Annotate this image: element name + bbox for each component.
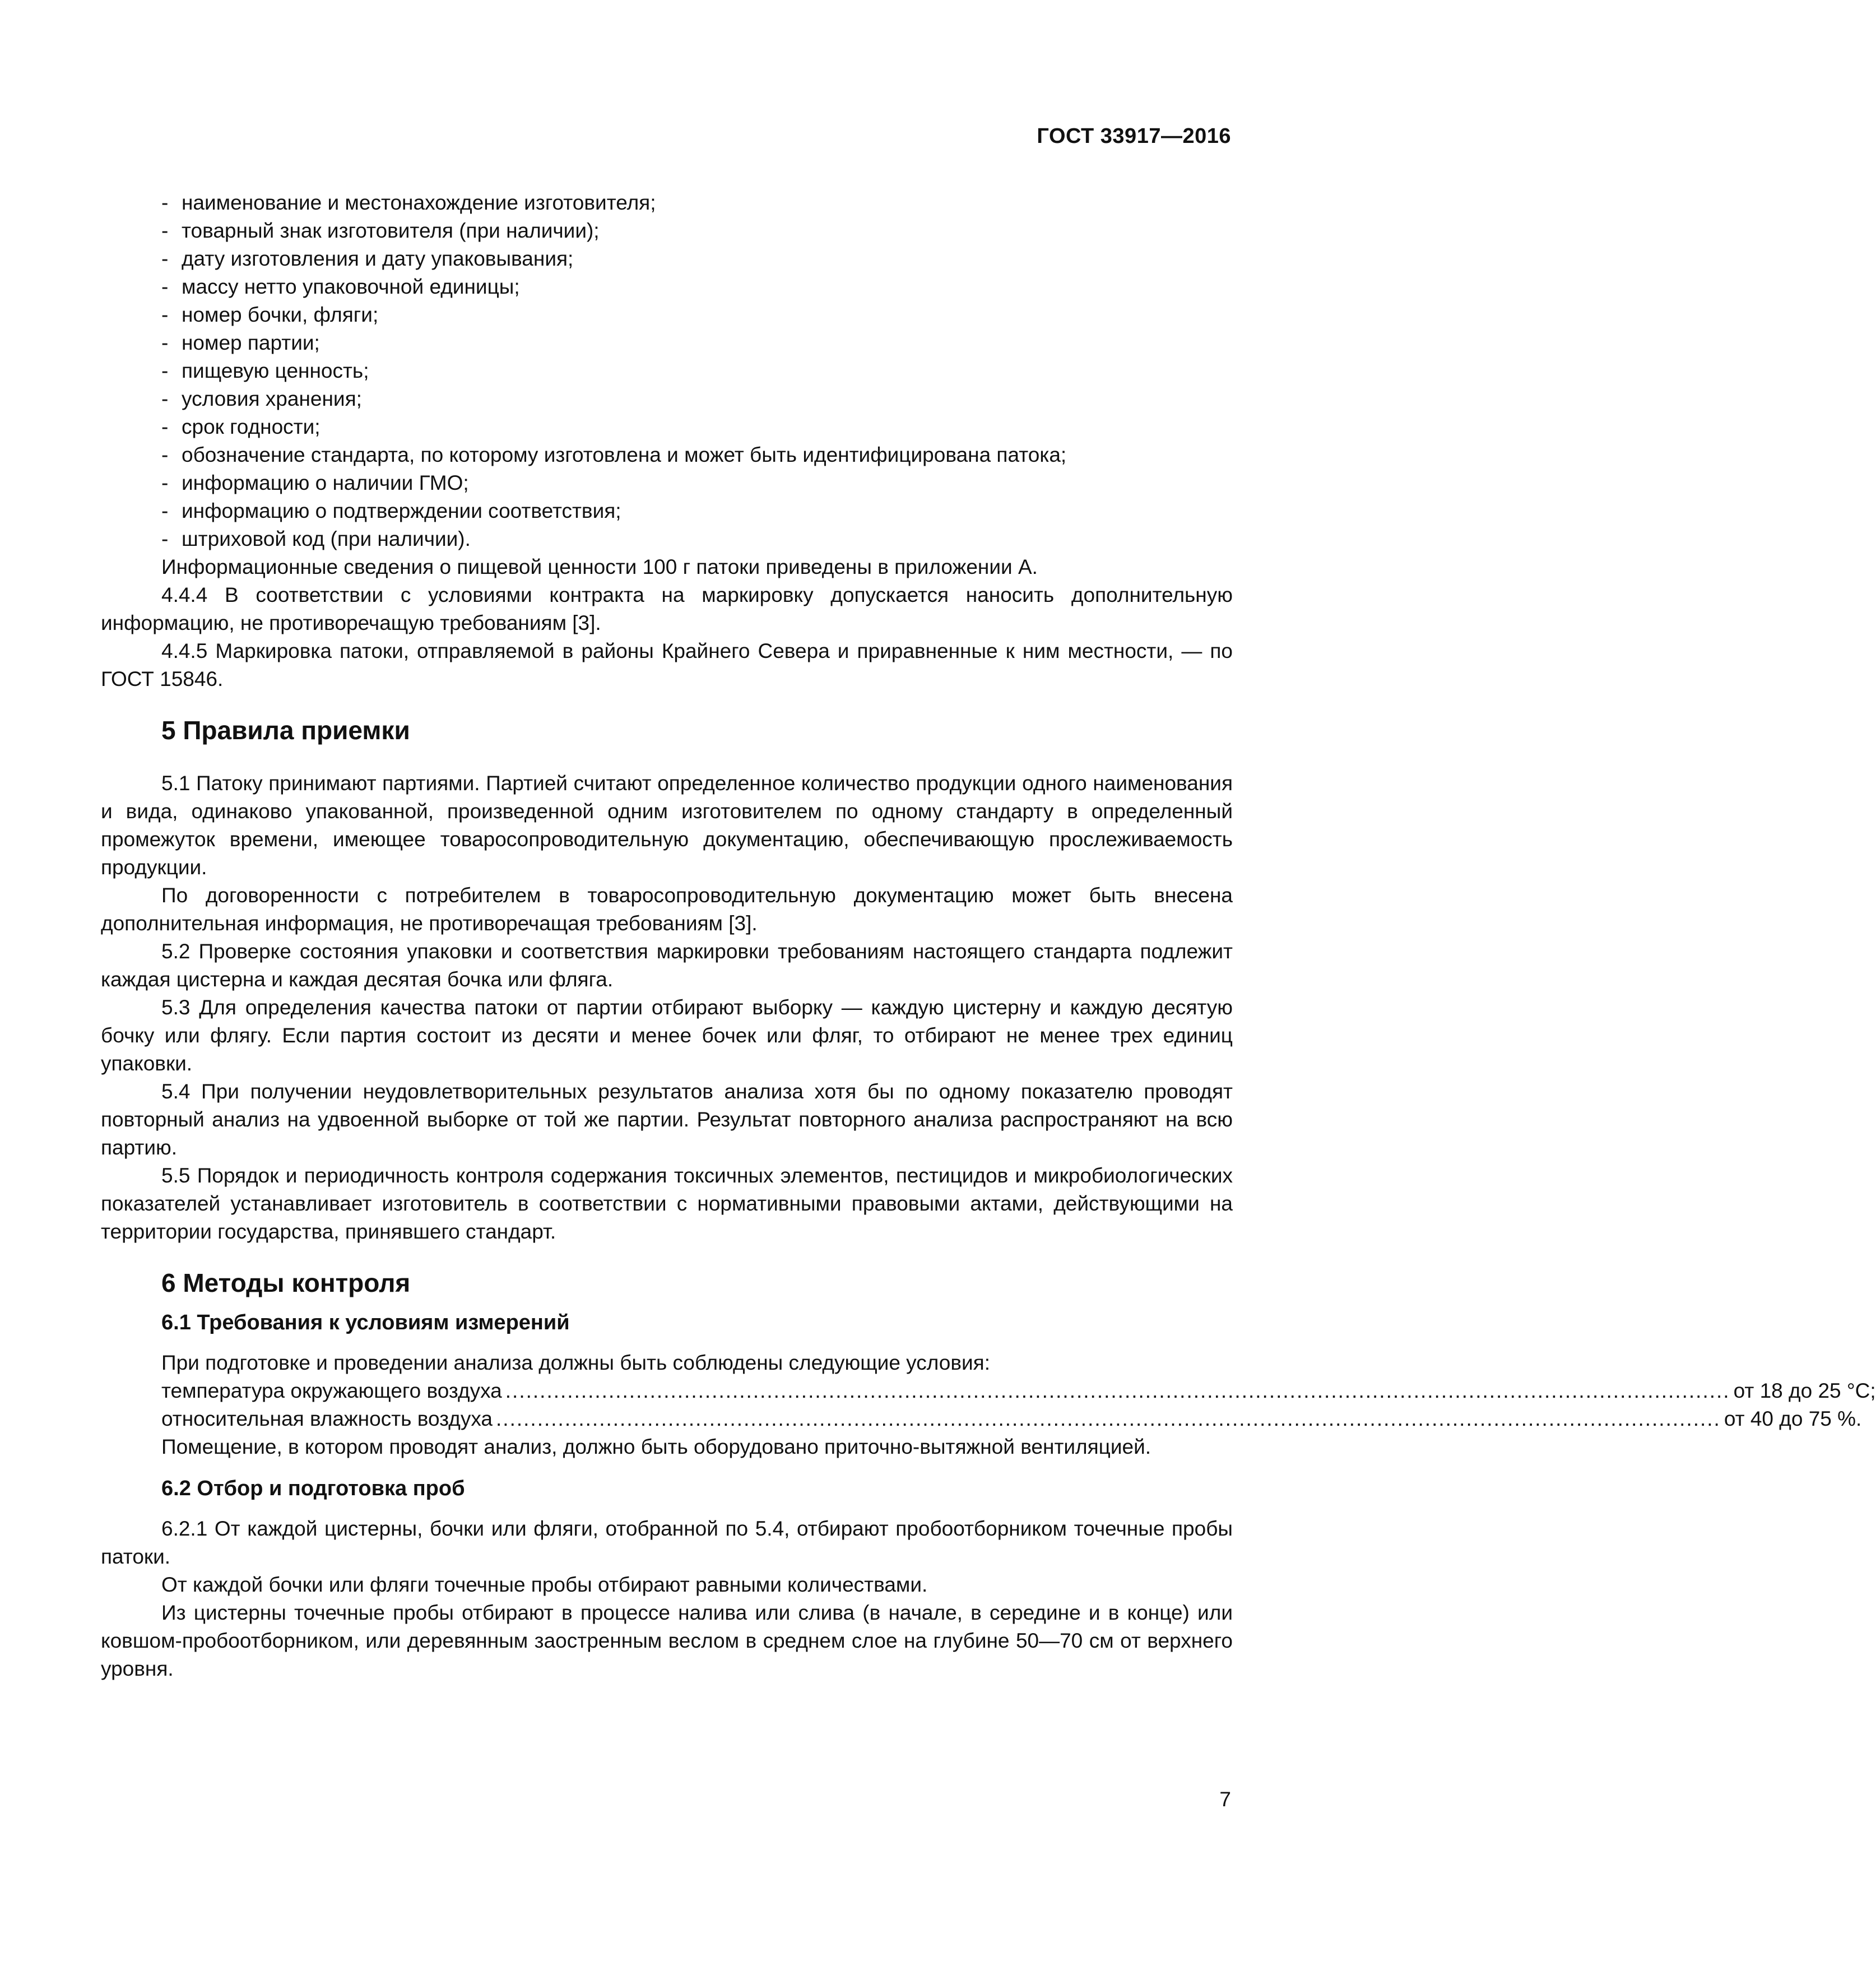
list-item: - массу нетто упаковочной единицы; [101,273,1233,301]
paragraph-4-4-4: 4.4.4 В соответствии с условиями контракта на маркировку допускается наносить дополнительную информацию, не противоречащую требованиям [3]. [101,583,1233,634]
list-item: - условия хранения; [101,385,1233,413]
list-item: - информацию о подтверждении соответствия; [101,497,1233,525]
list-dash: - [161,443,169,466]
condition-humidity [101,1405,1862,1433]
dot-leader: .................................................................................................................................................................................. [505,1379,1730,1402]
paragraph-4-4-5: 4.4.5 Маркировка патоки, отправляемой в районы Крайнего Севера и приравненные к ним местности, — по ГОСТ 15846. [101,639,1233,690]
paragraph-5-4: 5.4 При получении неудовлетворительных результатов анализа хотя бы по одному показателю проводят повторный анализ на удвоенной выборке от той же партии. Результат повторного анализа распространяют на всю партию. [101,1080,1233,1159]
condition-value: от 18 до 25 °С; [1733,1379,1876,1402]
marking-list [101,189,1233,553]
paragraph-5-3: 5.3 Для определения качества патоки от партии отбирают выборку — каждую цистерну и каждую десятую бочку или флягу. Если партия состоит из десяти и менее бочек или фляг, то отбирают не менее трех единиц упаковки. [101,996,1233,1075]
list-dash: - [161,303,169,326]
list-item: - наименование и местонахождение изготовителя; [101,189,1233,217]
section-5-heading: 5 Правила приемки [161,716,410,745]
list-item: - номер бочки, фляги; [101,301,1233,329]
standard-header: ГОСТ 33917—2016 [1037,124,1231,148]
paragraph-5-1: 5.1 Патоку принимают партиями. Партией считают определенное количество продукции одного наименования и вида, одинаково упакованной, произведенной одним изготовителем по одному стандарту в определенный промежуток времени, имеющее товаросопроводительную документацию, обеспечивающую прослеживаемость продукции. [101,772,1233,879]
paragraph-6-1-intro: При подготовке и проведении анализа должны быть соблюдены следующие условия: [161,1351,990,1374]
page-number: 7 [1219,1788,1231,1811]
list-dash: - [161,387,169,410]
list-dash: - [161,275,169,298]
list-item: - пищевую ценность; [101,357,1233,385]
list-item: - информацию о наличии ГМО; [101,469,1233,497]
dot-leader: .................................................................................................................................................................................. [496,1407,1721,1430]
subsection-6-2-heading: 6.2 Отбор и подготовка проб [161,1477,465,1500]
paragraph-nutrition-info: Информационные сведения о пищевой ценности 100 г патоки приведены в приложении А. [161,555,1038,578]
condition-label: относительная влажность воздуха [161,1407,493,1430]
list-item: - товарный знак изготовителя (при наличии); [101,217,1233,245]
condition-label: температура окружающего воздуха [161,1379,502,1402]
condition-value: от 40 до 75 %. [1724,1407,1862,1430]
list-dash: - [161,219,169,242]
paragraph-6-2-1: 6.2.1 От каждой цистерны, бочки или фляги, отобранной по 5.4, отбирают пробоотборником точечные пробы патоки. [101,1517,1233,1568]
list-dash: - [161,331,169,354]
paragraph-5-1-agreement: По договоренности с потребителем в товаросопроводительную документацию может быть внесена дополнительная информация, не противоречащая требованиям [3]. [101,884,1233,935]
paragraph-6-2-1-tanks: Из цистерны точечные пробы отбирают в процессе налива или слива (в начале, в середине и в конце) или ковшом-пробоотборником, или деревянным заостренным веслом в среднем слое на глубине 50—70 см от верхнего уровня. [101,1601,1233,1680]
list-dash: - [161,527,169,550]
list-dash: - [161,359,169,382]
section-6-heading: 6 Методы контроля [161,1268,411,1297]
list-dash: - [161,247,169,270]
subsection-6-1-heading: 6.1 Требования к условиям измерений [161,1311,570,1334]
list-item: - дату изготовления и дату упаковывания; [101,245,1233,273]
list-dash: - [161,191,169,214]
list-item: - обозначение стандарта, по которому изготовлена и может быть идентифицирована патока; [101,441,1233,469]
list-item: - срок годности; [101,413,1233,441]
list-item: - номер партии; [101,329,1233,357]
list-dash: - [161,499,169,522]
list-dash: - [161,471,169,494]
list-dash: - [161,415,169,438]
page-content [101,189,1876,1683]
paragraph-6-1-room: Помещение, в котором проводят анализ, должно быть оборудовано приточно-вытяжной вентиляцией. [161,1435,1151,1458]
paragraph-5-5: 5.5 Порядок и периодичность контроля содержания токсичных элементов, пестицидов и микробиологических показателей устанавливает изготовитель в соответствии с нормативными правовыми актами, действующими на территории государства, принявшего стандарт. [101,1164,1233,1243]
paragraph-5-2: 5.2 Проверке состояния упаковки и соответствия маркировки требованиям настоящего стандарта подлежит каждая цистерна и каждая десятая бочка или фляга. [101,940,1233,991]
list-item: - штриховой код (при наличии). [101,525,1233,553]
condition-temperature [101,1377,1876,1405]
paragraph-6-2-1-barrels: От каждой бочки или фляги точечные пробы отбирают равными количествами. [161,1573,928,1596]
